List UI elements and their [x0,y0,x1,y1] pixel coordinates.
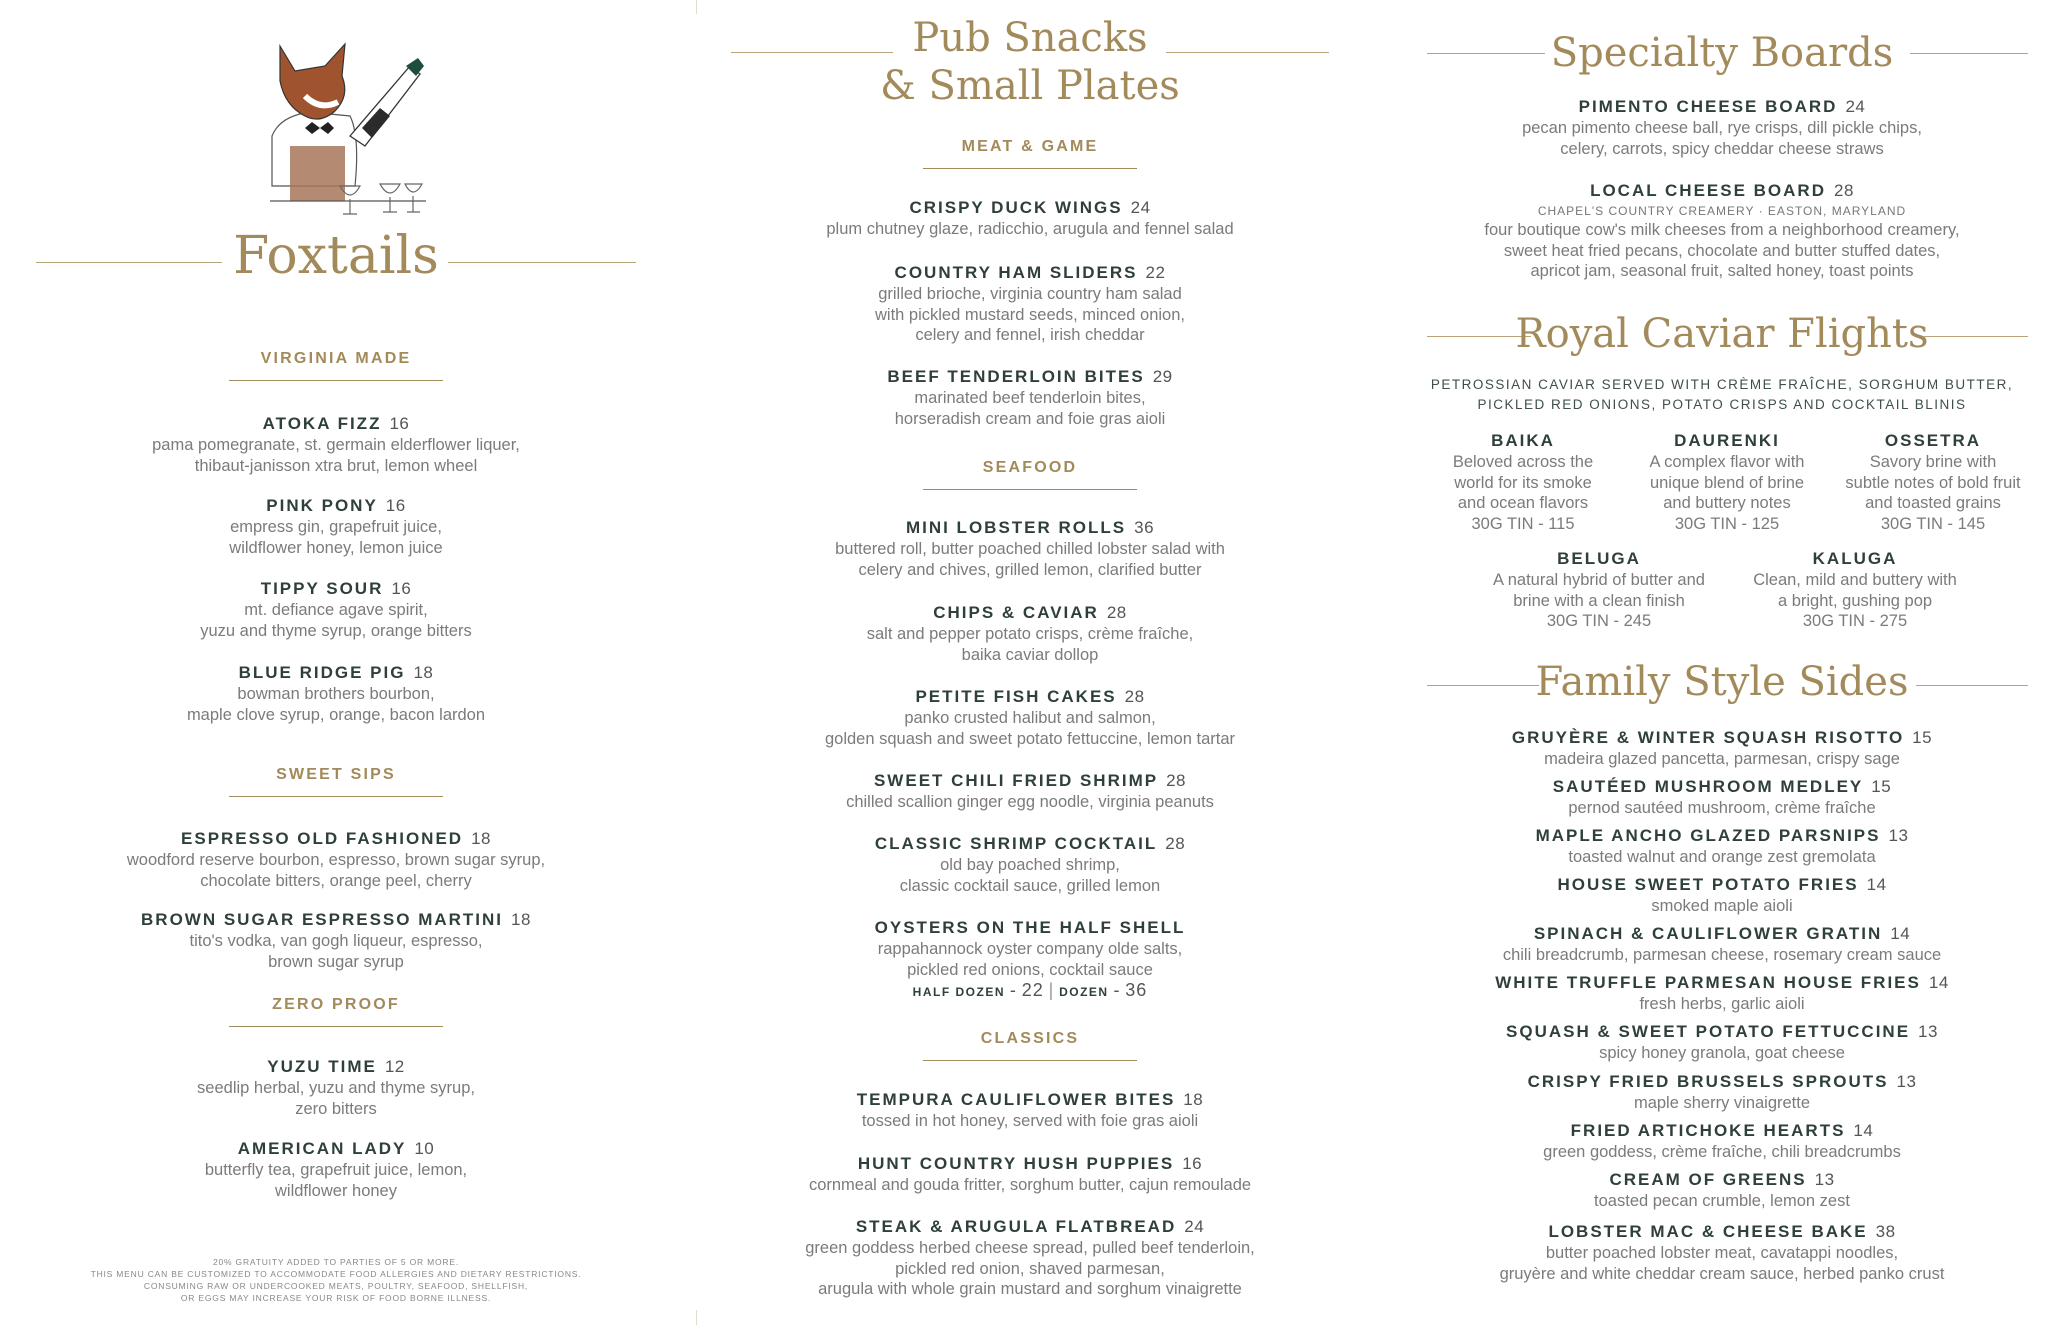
menu-item: WHITE TRUFFLE PARMESAN HOUSE FRIES 14 fresh herbs, garlic aioli [1495,973,1949,1013]
caviar-item: DAURENKI A complex flavor with unique blend of brine and buttery notes 30G TIN - 125 [1649,431,1805,533]
caviar-item: BAIKA Beloved across the world for its smoke and ocean flavors 30G TIN - 115 [1452,431,1594,533]
section-title: Family Style Sides [1535,659,1909,705]
menu-item: GRUYÈRE & WINTER SQUASH RISOTTO 15 madeira glazed pancetta, parmesan, crispy sage [1511,728,1933,768]
column-divider [696,1310,697,1325]
menu-item: ATOKA FIZZ 16 pama pomegranate, st. germain elderflower liquer, thibaut-janisson xtra brut, lemon wheel [152,414,520,475]
fine-print: 20% GRATUITY ADDED TO PARTIES OF 5 OR MORE. THIS MENU CAN BE CUSTOMIZED TO ACCOMMODATE FOOD ALLERGIES AND DIETARY RESTRICTIONS. CONSUMING RAW OR UNDERCOOKED MEATS, POULTRY, SEAFOOD, SHELLFISH, OR EGGS MAY INCREASE YOUR RISK OF FOOD BORNE ILLNESS. [90,1257,582,1303]
caviar-item: OSSETRA Savory brine with subtle notes of bold fruit and toasted grains 30G TIN - 145 [1845,431,2021,533]
section-title: Specialty Boards [1550,30,1894,76]
menu-item: MAPLE ANCHO GLAZED PARSNIPS 13 toasted walnut and orange zest gremolata [1535,826,1909,866]
menu-item: SQUASH & SWEET POTATO FETTUCCINE 13 spicy honey granola, goat cheese [1506,1022,1938,1062]
page-title: Foxtails [233,226,439,286]
menu-item: SAUTÉED MUSHROOM MEDLEY 15 pernod sautéed mushroom, crème fraîche [1552,777,1892,817]
menu-item: STEAK & ARUGULA FLATBREAD 24 green goddess herbed cheese spread, pulled beef tenderloin, pickled red onion, shaved parmesan, arugula with whole grain mustard and sorghum vinaigrette [805,1217,1255,1298]
section-heading: VIRGINIA MADE [0,350,672,381]
menu-item: LOBSTER MAC & CHEESE BAKE 38 butter poached lobster meat, cavatappi noodles, gruyère and white cheddar cream sauce, herbed panko crust [1499,1222,1945,1283]
menu-item: LOCAL CHEESE BOARD 28 CHAPEL'S COUNTRY CREAMERY · EASTON, MARYLAND four boutique cow's milk cheeses from a neighborhood creamery, sweet heat fried pecans, chocolate and butter stuffed dates, apricot jam, seasonal fruit, salted honey, toast points [1484,181,1960,280]
menu-item: SWEET CHILI FRIED SHRIMP 28 chilled scallion ginger egg noodle, virginia peanuts [846,771,1214,811]
caviar-item: BELUGA A natural hybrid of butter and brine with a clean finish 30G TIN - 245 [1493,549,1705,630]
menu-item: CRISPY DUCK WINGS 24 plum chutney glaze, radicchio, arugula and fennel salad [826,198,1234,238]
section-heading: SWEET SIPS [0,766,672,797]
section-heading: CLASSICS [700,1030,1360,1061]
menu-item: TEMPURA CAULIFLOWER BITES 18 tossed in hot honey, served with foie gras aioli [856,1090,1204,1130]
menu-item: FRIED ARTICHOKE HEARTS 14 green goddess, crème fraîche, chili breadcrumbs [1543,1121,1901,1161]
menu-item: SPINACH & CAULIFLOWER GRATIN 14 chili breadcrumb, parmesan cheese, rosemary cream sauce [1502,924,1942,964]
pub-snacks-column [700,0,1360,1325]
menu-item: HUNT COUNTRY HUSH PUPPIES 16 cornmeal and gouda fritter, sorghum butter, cajun remoulade [808,1154,1252,1194]
menu-item: YUZU TIME 12 seedlip herbal, yuzu and thyme syrup, zero bitters [197,1057,475,1118]
menu-item: CREAM OF GREENS 13 toasted pecan crumble, lemon zest [1594,1170,1850,1210]
menu-item: MINI LOBSTER ROLLS 36 buttered roll, butter poached chilled lobster salad with celery and chives, grilled lemon, clarified butter [835,518,1225,579]
menu-item: PETITE FISH CAKES 28 panko crusted halibut and salmon, golden squash and sweet potato fettuccine, lemon tartar [824,687,1235,748]
menu-item: CHIPS & CAVIAR 28 salt and pepper potato crisps, crème fraîche, baika caviar dollop [866,603,1194,664]
menu-item: COUNTRY HAM SLIDERS 22 grilled brioche, virginia country ham salad with pickled mustard seeds, minced onion, celery and fennel, irish cheddar [875,263,1185,344]
cocktails-column [0,0,672,1325]
menu-item: CRISPY FRIED BRUSSELS SPROUTS 13 maple sherry vinaigrette [1527,1072,1917,1112]
section-heading: MEAT & GAME [700,138,1360,169]
caviar-intro: PETROSSIAN CAVIAR SERVED WITH CRÈME FRAÎCHE, SORGHUM BUTTER, PICKLED RED ONIONS, POTATO CRISPS AND COCKTAIL BLINIS [1430,377,2014,412]
menu-item: TIPPY SOUR 16 mt. defiance agave spirit, yuzu and thyme syrup, orange bitters [200,579,472,640]
section-title: Pub Snacks & Small Plates [880,15,1180,109]
menu-item: CLASSIC SHRIMP COCKTAIL 28 old bay poached shrimp, classic cocktail sauce, grilled lemon [874,834,1186,895]
boards-caviar-sides-column [1396,0,2048,1325]
fox-bartender-icon [250,36,426,216]
menu-item: OYSTERS ON THE HALF SHELL rappahannock oyster company olde salts, pickled red onions, cocktail sauce HALF DOZEN - 22 | DOZEN - 36 [700,917,1360,1001]
menu-item: HOUSE SWEET POTATO FRIES 14 smoked maple aioli [1557,875,1887,915]
oyster-pricing: HALF DOZEN - 22 | DOZEN - 36 [912,980,1148,1000]
section-heading: ZERO PROOF [0,996,672,1027]
menu-item: BROWN SUGAR ESPRESSO MARTINI 18 tito's vodka, van gogh liqueur, espresso, brown sugar syrup [141,910,531,971]
section-title: Royal Caviar Flights [1515,311,1929,357]
menu-item: BEEF TENDERLOIN BITES 29 marinated beef tenderloin bites, horseradish cream and foie gras aioli [887,367,1173,428]
menu-item: BLUE RIDGE PIG 18 bowman brothers bourbon, maple clove syrup, orange, bacon lardon [186,663,486,724]
menu-item: PIMENTO CHEESE BOARD 24 pecan pimento cheese ball, rye crisps, dill pickle chips, celery, carrots, spicy cheddar cheese straws [1522,97,1922,158]
menu-item: PINK PONY 16 empress gin, grapefruit juice, wildflower honey, lemon juice [229,496,443,557]
menu-item: AMERICAN LADY 10 butterfly tea, grapefruit juice, lemon, wildflower honey [204,1139,468,1200]
menu-item: ESPRESSO OLD FASHIONED 18 woodford reserve bourbon, espresso, brown sugar syrup, chocolate bitters, orange peel, cherry [126,829,546,890]
caviar-item: KALUGA Clean, mild and buttery with a bright, gushing pop 30G TIN - 275 [1753,549,1957,630]
column-divider [696,0,697,14]
section-heading: SEAFOOD [700,459,1360,490]
